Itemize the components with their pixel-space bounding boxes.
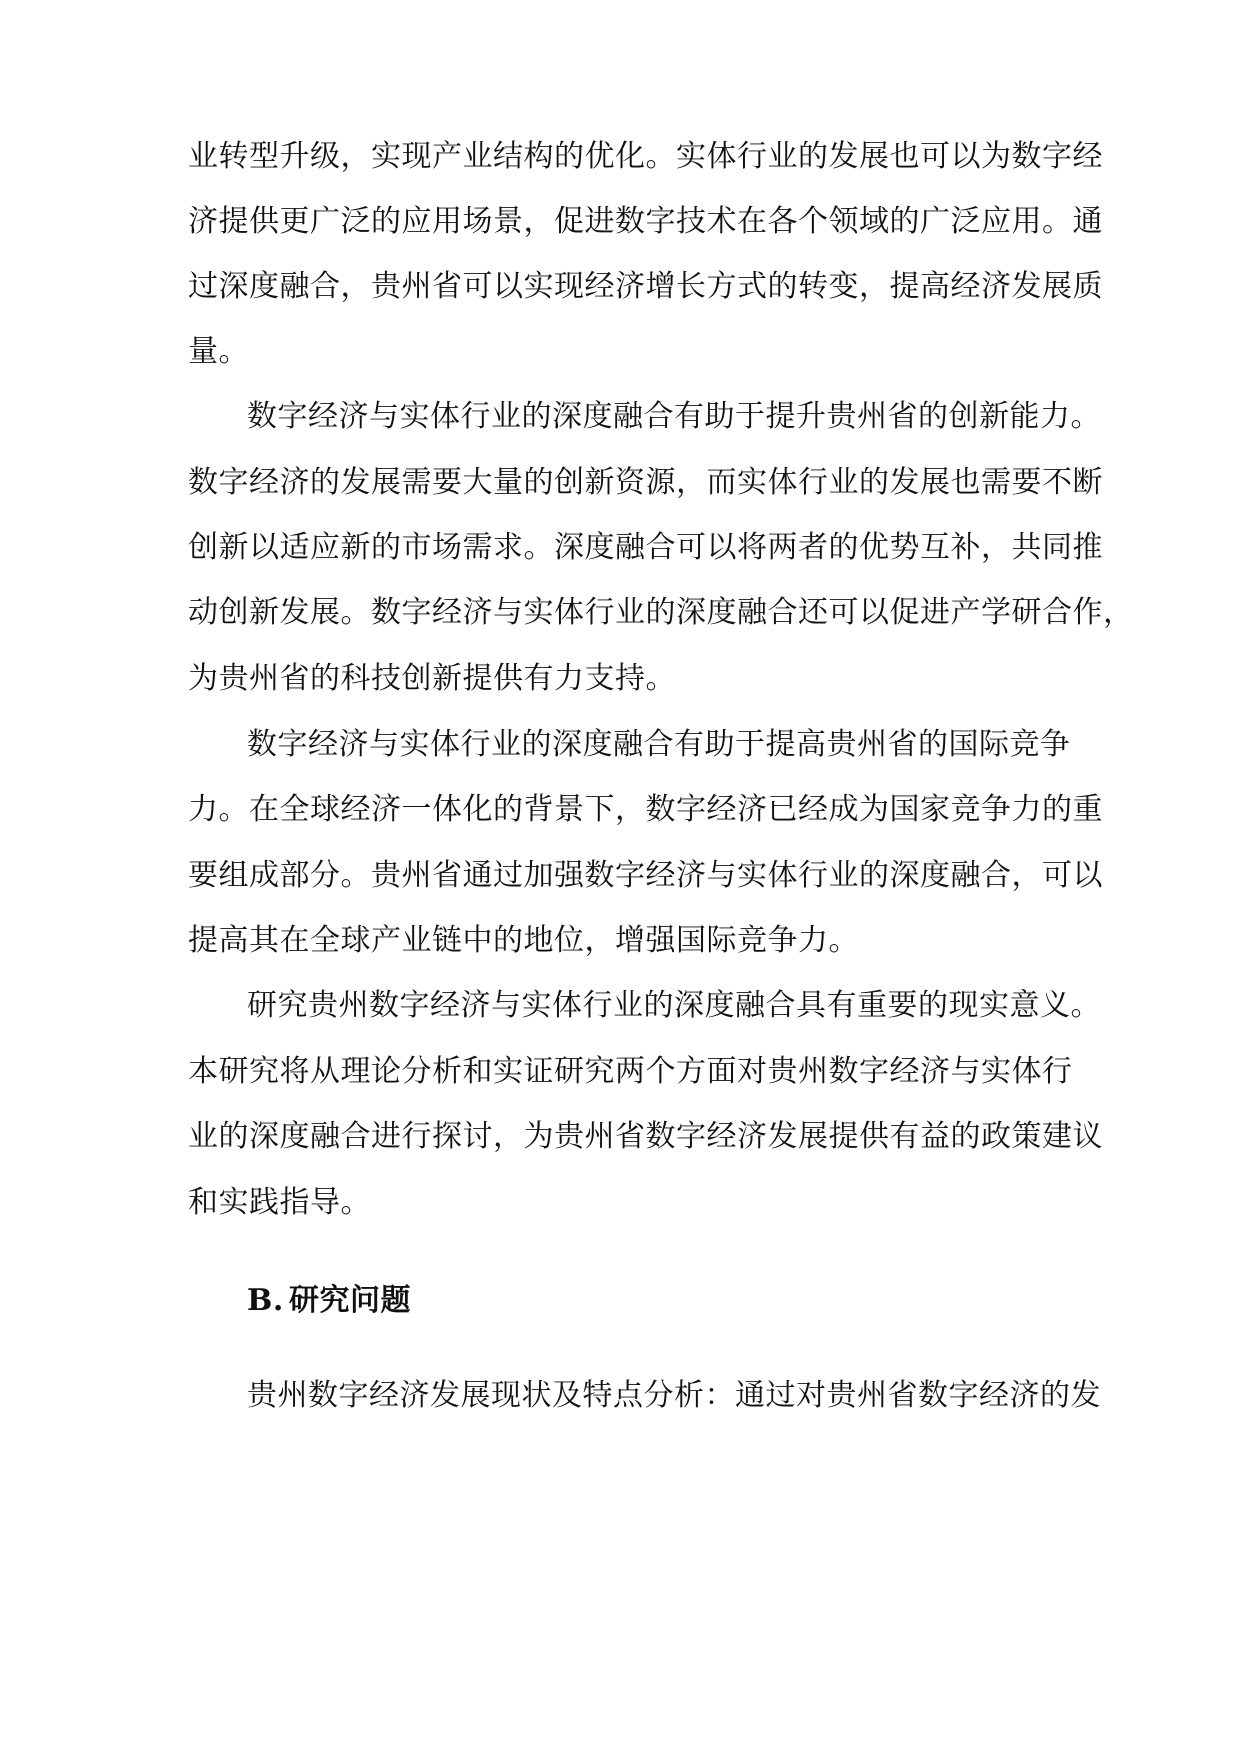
- text-line: 量。: [188, 334, 249, 369]
- text-line: 和实践指导。: [188, 1185, 371, 1220]
- text-line: 本研究将从理论分析和实证研究两个方面对贵州数字经济与实体行: [188, 1054, 1073, 1089]
- text-line: 业的深度融合进行探讨，为贵州省数字经济发展提供有益的政策建议: [188, 1119, 1103, 1154]
- text-line: 提高其在全球产业链中的地位，增强国际竞争力。: [188, 923, 859, 958]
- text-line: 为贵州省的科技创新提供有力支持。: [188, 661, 676, 696]
- section-number: B.: [247, 1283, 284, 1318]
- text-line: 创新以适应新的市场需求。深度融合可以将两者的优势互补，共同推: [188, 530, 1103, 565]
- text-line: 过深度融合，贵州省可以实现经济增长方式的转变，提高经济发展质: [188, 269, 1103, 304]
- section-title: 研究问题: [289, 1283, 411, 1318]
- text-line: 力。在全球经济一体化的背景下，数字经济已经成为国家竞争力的重: [188, 792, 1103, 827]
- text-line: 动创新发展。数字经济与实体行业的深度融合还可以促进产学研合作，: [188, 595, 1134, 630]
- text-line: 济提供更广泛的应用场景，促进数字技术在各个领域的广泛应用。通: [188, 204, 1103, 239]
- text-line: 业转型升级，实现产业结构的优化。实体行业的发展也可以为数字经: [188, 139, 1103, 174]
- section-heading: [247, 1281, 1127, 1321]
- paragraph-first-line: 数字经济与实体行业的深度融合有助于提高贵州省的国际竞争: [247, 727, 1071, 762]
- paragraph-first-line: 贵州数字经济发展现状及特点分析：通过对贵州省数字经济的发: [247, 1378, 1101, 1413]
- text-line: 要组成部分。贵州省通过加强数字经济与实体行业的深度融合，可以: [188, 858, 1103, 893]
- paragraph-first-line: 数字经济与实体行业的深度融合有助于提升贵州省的创新能力。: [247, 399, 1101, 434]
- paragraph-first-line: 研究贵州数字经济与实体行业的深度融合具有重要的现实意义。: [247, 988, 1101, 1023]
- text-line: 数字经济的发展需要大量的创新资源，而实体行业的发展也需要不断: [188, 465, 1103, 500]
